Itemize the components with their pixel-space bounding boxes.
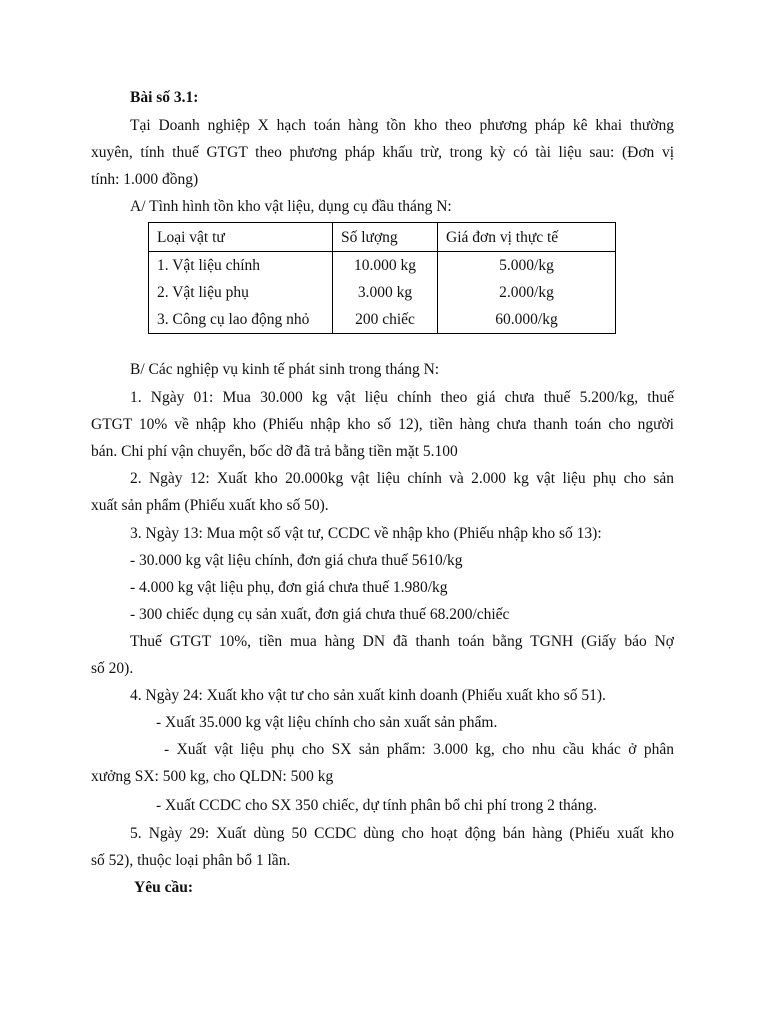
- operation-line: số 20).: [91, 660, 134, 677]
- operation-line: - 4.000 kg vật liệu phụ, đơn giá chưa thuế 1.980/kg: [130, 579, 448, 596]
- table-header-cell: Số lượng: [333, 223, 438, 252]
- operation-line: xuất sản phẩm (Phiếu xuất kho số 50).: [91, 497, 329, 514]
- table-cell: 10.000 kg: [333, 252, 438, 280]
- table-cell: 3.000 kg: [333, 279, 438, 306]
- intro-line-1: Tại Doanh nghiệp X hạch toán hàng tồn kho theo phương pháp kê khai thường: [130, 117, 674, 134]
- operation-line: - Xuất 35.000 kg vật liệu chính cho sản xuất sản phẩm.: [156, 714, 498, 731]
- section-a-heading: A/ Tình hình tồn kho vật liệu, dụng cụ đầu tháng N:: [130, 198, 452, 215]
- operation-line: 4. Ngày 24: Xuất kho vật tư cho sản xuất kinh doanh (Phiếu xuất kho số 51).: [130, 687, 606, 704]
- operation-line: GTGT 10% về nhập kho (Phiếu nhập kho số 12), tiền hàng chưa thanh toán cho người: [91, 416, 674, 433]
- operation-line: - 300 chiếc dụng cụ sản xuất, đơn giá chưa thuế 68.200/chiếc: [130, 606, 510, 623]
- table-cell: 3. Công cụ lao động nhỏ: [149, 306, 333, 334]
- operation-line: 5. Ngày 29: Xuất dùng 50 CCDC dùng cho hoạt động bán hàng (Phiếu xuất kho: [130, 825, 674, 842]
- table-cell: 1. Vật liệu chính: [149, 252, 333, 280]
- operation-line: số 52), thuộc loại phân bổ 1 lần.: [91, 852, 291, 869]
- operation-line: - 30.000 kg vật liệu chính, đơn giá chưa thuế 5610/kg: [130, 552, 463, 569]
- operation-line: bán. Chi phí vận chuyển, bốc dỡ đã trả bằng tiền mặt 5.100: [91, 443, 458, 460]
- table-row: [149, 279, 616, 306]
- table-cell: 2.000/kg: [438, 279, 616, 306]
- intro-line-2: xuyên, tính thuế GTGT theo phương pháp khấu trừ, trong kỳ có tài liệu sau: (Đơn vị: [91, 144, 674, 161]
- table-cell: 2. Vật liệu phụ: [149, 279, 333, 306]
- table-row: [149, 306, 616, 334]
- table-header-cell: Loại vật tư: [149, 223, 333, 252]
- operation-line: xưởng SX: 500 kg, cho QLDN: 500 kg: [91, 768, 334, 785]
- table-row: [149, 252, 616, 280]
- operation-line: Thuế GTGT 10%, tiền mua hàng DN đã thanh toán bằng TGNH (Giấy báo Nợ: [130, 633, 674, 650]
- operation-line: - Xuất CCDC cho SX 350 chiếc, dự tính phân bổ chi phí trong 2 tháng.: [156, 797, 598, 814]
- section-b-heading: B/ Các nghiệp vụ kinh tế phát sinh trong tháng N:: [130, 361, 440, 378]
- intro-line-3: tính: 1.000 đồng): [91, 171, 199, 188]
- operation-line: 1. Ngày 01: Mua 30.000 kg vật liệu chính theo giá chưa thuế 5.200/kg, thuế: [130, 389, 674, 406]
- operation-line: 3. Ngày 13: Mua một số vật tư, CCDC về nhập kho (Phiếu nhập kho số 13):: [130, 525, 602, 542]
- table-header-cell: Giá đơn vị thực tế: [438, 223, 616, 252]
- table-cell: 200 chiếc: [333, 306, 438, 334]
- operation-line: - Xuất vật liệu phụ cho SX sản phẩm: 3.000 kg, cho nhu cầu khác ở phân: [164, 741, 674, 758]
- table-header-row: [149, 223, 616, 252]
- operation-line: 2. Ngày 12: Xuất kho 20.000kg vật liệu chính và 2.000 kg vật liệu phụ cho sản: [130, 470, 674, 487]
- table-cell: 60.000/kg: [438, 306, 616, 334]
- exercise-title: Bài số 3.1:: [130, 89, 199, 106]
- requirement-heading: Yêu cầu:: [134, 879, 193, 896]
- inventory-table: [148, 222, 616, 334]
- table-cell: 5.000/kg: [438, 252, 616, 280]
